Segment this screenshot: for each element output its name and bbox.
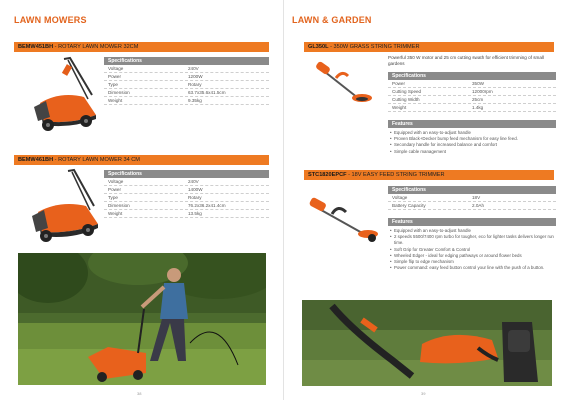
spec-value: 2.0Ah <box>472 203 485 208</box>
spec-table-2 <box>104 170 269 218</box>
spec-row <box>388 88 556 96</box>
spec-key: Voltage <box>108 66 124 71</box>
spec-table-3 <box>388 72 556 112</box>
product-code: BEMW451BH <box>18 44 54 50</box>
spec-row <box>104 89 269 97</box>
spec-row <box>388 104 556 112</box>
spec-value: 63.7x35.6x41.5cm <box>188 90 226 95</box>
section-title-bar <box>284 8 566 33</box>
product-code: STC1820EPCF <box>308 172 347 178</box>
spec-value: 9.35kg <box>188 98 202 103</box>
spec-key: Cutting Width <box>392 97 420 102</box>
spec-value: 1.4kg <box>472 105 484 110</box>
feature-text: Equipped with an easy-to-adjust handle <box>394 130 471 135</box>
spec-row <box>388 80 556 88</box>
mower-image-2 <box>30 168 102 248</box>
spec-table-4 <box>388 186 556 210</box>
feature-item: • Wheeled Edger - ideal for edging pathways or around flower beds <box>390 252 522 258</box>
spec-key: Weight <box>108 211 123 216</box>
feature-item: • Equipped with an easy-to-adjust handle <box>390 130 471 135</box>
spec-value: 350W <box>472 81 485 86</box>
product-code: BEMW461BH <box>18 157 54 163</box>
closeup-photo-trimmer <box>302 300 552 386</box>
spec-key: Battery Capacity <box>392 203 426 208</box>
features-box-4 <box>388 218 556 271</box>
spec-row <box>104 178 269 186</box>
product-description: Powerful 350 W motor and 25 cm cutting swath for efficient trimming of small gardens <box>388 55 544 66</box>
right-page <box>283 0 566 400</box>
spec-table-1 <box>104 57 269 105</box>
feature-text: Wheeled Edger - ideal for edging pathways or around flower beds <box>394 252 522 258</box>
product-name: - ROTARY LAWN MOWER 32CM <box>53 44 139 50</box>
spec-key: Cutting Speed <box>392 89 422 94</box>
product-header-stc1820epcf <box>304 170 554 180</box>
product-name: - 18V EASY FEED STRING TRIMMER <box>346 172 445 178</box>
spec-key: Weight <box>108 98 123 103</box>
feature-text: 2 speeds 5500/7400 rpm turbo for tougher, eco for lighter tasks delivers longer run time. <box>394 234 554 246</box>
spec-key: Dimension <box>108 203 130 208</box>
spec-key: Weight <box>392 105 407 110</box>
feature-text: Simple flip to edge mechanism <box>394 259 454 265</box>
features-box-3 <box>388 120 556 155</box>
spec-table-header: Specifications <box>104 170 269 178</box>
section-title: LAWN & GARDEN <box>292 15 372 25</box>
feature-item: • Secondary handle for increased balance and comfort <box>390 142 497 148</box>
spec-key: Voltage <box>108 179 124 184</box>
feature-item: • 2 speeds 5500/7400 rpm turbo for tougher, eco for lighter tasks delivers longer run time. <box>388 234 556 246</box>
spec-value: 240V <box>188 66 199 71</box>
product-header-bemw461bh <box>14 155 269 165</box>
spec-row <box>104 194 269 202</box>
spec-value: 13.5kg <box>188 211 202 216</box>
lifestyle-photo-mowing <box>18 253 266 385</box>
spec-key: Power <box>108 74 122 79</box>
feature-text: Proven Black+Decker bump feed mechanism for easy line feed. <box>394 136 518 142</box>
spec-table-header: Specifications <box>388 186 556 194</box>
spec-value: 12000rpm <box>472 89 493 94</box>
spec-key: Power <box>108 187 122 192</box>
feature-text: Secondary handle for increased balance and comfort <box>394 142 497 148</box>
feature-item: • Simple flip to edge mechanism <box>390 259 454 265</box>
spec-key: Type <box>108 82 118 87</box>
spec-row <box>104 97 269 105</box>
features-header: Features <box>388 120 556 128</box>
spec-value: 1400W <box>188 187 203 192</box>
spec-value: Rotary <box>188 195 202 200</box>
feature-text: Power command: easy feed button control your line with the push of a button. <box>394 265 545 271</box>
spec-value: 240V <box>188 179 199 184</box>
feature-item: • Power command: easy feed button control your line with the push of a button. <box>390 265 545 271</box>
feature-item: • Simple cable management <box>390 148 446 154</box>
product-code: GL350L <box>308 44 329 50</box>
spec-row <box>104 81 269 89</box>
spec-key: Type <box>108 195 118 200</box>
spec-row <box>104 202 269 210</box>
mower-image-1 <box>30 55 102 137</box>
product-name: - 350W GRASS STRING TRIMMER <box>328 44 420 50</box>
spec-table-header: Specifications <box>388 72 556 80</box>
trimmer-image-1 <box>306 58 378 106</box>
spec-table-header: Specifications <box>104 57 269 65</box>
page-number: 38 <box>137 391 142 396</box>
spec-value: 76.2x36.2x41.4cm <box>188 203 226 208</box>
feature-item: • Proven Black+Decker bump feed mechanism for easy line feed. <box>390 136 518 142</box>
spec-key: Dimension <box>108 90 130 95</box>
spec-row <box>388 194 556 202</box>
feature-text: Simple cable management <box>394 148 446 154</box>
product-header-gl350l <box>304 42 554 52</box>
spec-value: 25cm <box>472 97 484 102</box>
section-title-bar <box>0 8 283 33</box>
spec-row <box>104 186 269 194</box>
feature-item: • Equipped with an easy-to-adjust handle <box>390 228 471 233</box>
features-header: Features <box>388 218 556 226</box>
spec-value: Rotary <box>188 82 202 87</box>
product-name: - ROTARY LAWN MOWER 34 CM <box>53 157 140 163</box>
spec-value: 18V <box>472 195 481 200</box>
page-number: 39 <box>421 391 426 396</box>
spec-row <box>104 210 269 218</box>
section-title: LAWN MOWERS <box>14 15 87 25</box>
spec-row <box>104 65 269 73</box>
feature-item: • Soft Grip for Greater Comfort & Control <box>390 246 471 252</box>
spec-key: Voltage <box>392 195 408 200</box>
feature-text: Equipped with an easy-to-adjust handle <box>394 228 471 233</box>
product-header-bemw451bh <box>14 42 269 52</box>
spec-value: 1200W <box>188 74 203 79</box>
spec-key: Power <box>392 81 406 86</box>
trimmer-image-2 <box>306 196 382 244</box>
spec-row <box>104 73 269 81</box>
feature-text: Soft Grip for Greater Comfort & Control <box>394 246 471 252</box>
spec-row <box>388 96 556 104</box>
spec-row <box>388 202 556 210</box>
